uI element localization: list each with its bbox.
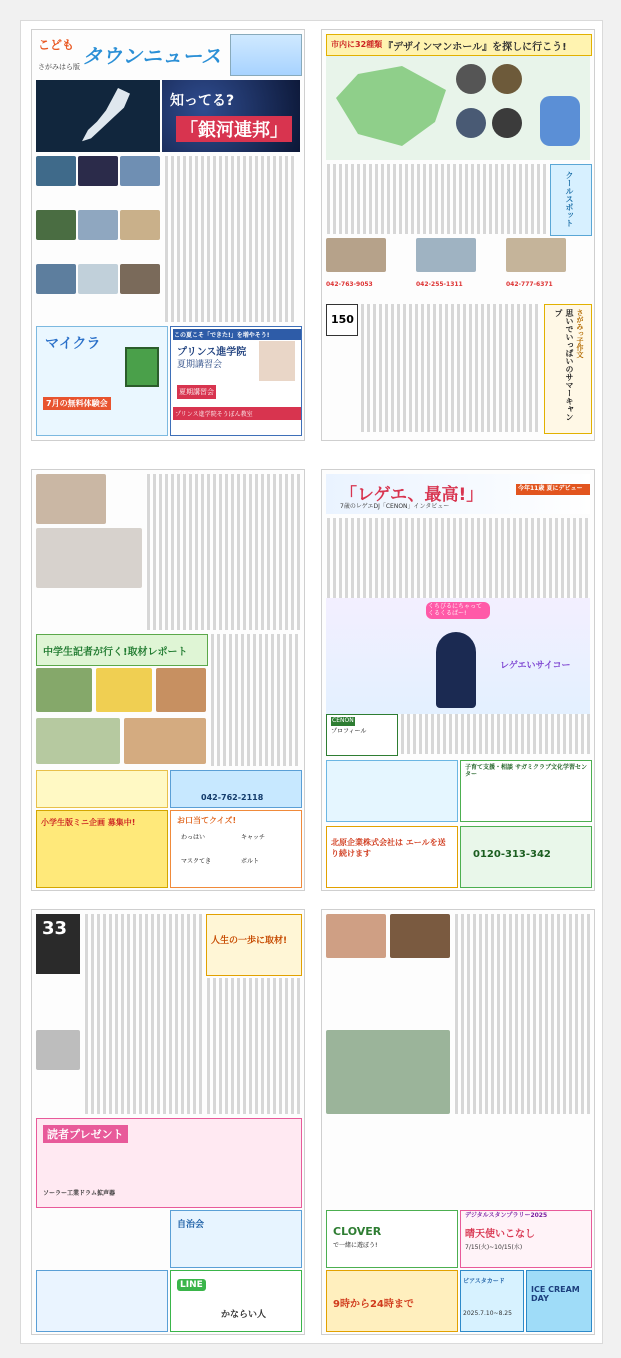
page-3 [31,469,305,891]
ad-box-left[interactable] [326,760,458,822]
mycraft-character [125,347,159,387]
mycraft-footer: 7月の無料体験会 [43,397,111,410]
mycraft-ad[interactable] [36,326,168,436]
report-header [36,634,208,666]
present-title: 読者プレゼント [43,1125,128,1143]
manhole-header [326,34,592,56]
feature-question: 知ってる? [170,93,235,109]
juku-name: プリンス進学院 [177,347,247,358]
feature-header [162,80,300,152]
photo-6 [120,210,160,240]
speech-bubble: くちびるにちゃって くるくるぱー! [426,602,490,619]
report-photo-1 [36,668,92,712]
phone-1: 042-763-9053 [326,281,373,288]
store-photo [36,528,142,588]
quiz-title: お口当てクイズ! [177,816,237,825]
report-photo-3 [156,668,206,712]
solar-item: ソーラー工業ドラム拡声器 [43,1190,115,1197]
report-photos [36,668,206,766]
column-id-badge [326,304,358,336]
card-title: ビアスタカード [463,1278,505,1285]
facility-photo-1 [326,238,386,272]
report-photo-2 [96,668,152,712]
sagamihara-map-shape [336,66,446,146]
group-photo [326,1030,450,1114]
article-text-columns [164,156,296,322]
line-ad[interactable] [170,1270,302,1332]
photo-1 [36,156,76,186]
facility-photo-3 [506,238,566,272]
juku-promo: この夏こそ「できた!」を増やそう! [173,329,301,340]
reggae-article-text [326,518,590,598]
ad-bottom-left[interactable] [36,1270,168,1332]
manhole-header-title: 『デザインマンホール』を探しに行こう! [383,42,567,53]
workshop-photo-2 [390,914,450,958]
column-header [544,304,592,434]
ad-strip-2[interactable] [170,770,302,808]
workshop-photo-1 [326,914,386,958]
quiz-answer-2: キャッチ [241,834,266,841]
facility-strip [326,238,590,300]
report-photo-5 [124,718,206,764]
portrait-photo [36,1030,80,1070]
photo-8 [78,264,118,294]
column-text [360,304,540,432]
manhole-photo-4 [492,108,522,138]
newspaper-frame [20,20,603,1344]
stamp-dates: 7/15(火)~10/15(水) [465,1244,523,1251]
page-6 [321,909,595,1335]
article-right-text [206,978,300,1114]
photo-7 [36,264,76,294]
interview-title: 人生の一歩に取材! [211,936,288,946]
manhole-photo-2 [492,64,522,94]
masthead-title: タウンニュース [82,44,221,68]
juku-course: 夏期講習会 [177,360,223,370]
feature-title: 「銀河連邦」 [176,116,292,142]
manhole-photo-3 [456,108,486,138]
interview-photo [36,474,106,524]
phone-2: 042-255-1311 [416,281,463,288]
japan-map-icon [76,88,136,144]
profile-text [400,714,590,754]
japan-map-panel [36,80,160,152]
photo-2 [78,156,118,186]
stamp-subtitle: 晴天使いこなし [465,1229,535,1240]
masthead-ad[interactable] [230,34,302,76]
facility-photo-2 [416,238,476,272]
article-2-text [210,634,300,766]
page-4 [321,469,595,891]
quiz-answer-3: マスクてき [181,858,212,865]
clover-ad[interactable] [326,1210,458,1268]
column-id: 150 [331,313,354,326]
manhole-photo-1 [456,64,486,94]
jiichikai-ad[interactable] [170,1210,302,1268]
mycraft-title: マイクラ [45,336,101,352]
interview-header [206,914,302,976]
phone-ad[interactable] [460,826,592,888]
page-1 [31,29,305,441]
report-title: 中学生記者が行く!取材レポート [43,647,188,658]
card-dates: 2025.7.10~8.25 [463,1310,512,1317]
line-label: LINE [177,1279,206,1291]
kosodate-ad[interactable] [460,760,592,822]
ice-cream-label: ICE CREAM DAY [531,1285,580,1303]
cool-spot-label: クールスポット [565,171,574,227]
ad-strip-1[interactable] [36,770,168,808]
reggae-title: 「レゲエ、最高!」 [340,485,484,505]
profile-box [326,714,398,756]
clover-sub: で一緒に遊ぼう! [333,1242,378,1249]
performer-figure [436,632,476,708]
quiz-answer-1: わっはい [181,834,205,841]
reggae-header [326,474,590,514]
quiz-answer-4: ボルト [241,858,260,865]
article-left-text [84,914,202,1114]
page6-article-text [454,914,590,1114]
profile-name: CENON [332,717,354,724]
bottom-banner[interactable] [36,810,168,888]
manhole-map [326,56,590,160]
kitabara-text: 北原企業株式会社は エールを送り続けます [331,838,446,858]
photo-3 [120,156,160,186]
photo-9 [120,264,160,294]
article-1-text [146,474,300,630]
kitabara-ad[interactable] [326,826,458,888]
page-number: 33 [42,918,68,939]
phone-3: 042-777-6371 [506,281,553,288]
illustration-caption: レゲエいサイコー [500,661,571,671]
clover-name: CLOVER [333,1225,382,1238]
column-title: 思いでいっぱいのサマーキャンプ [554,309,574,421]
ad-phone: 042-762-2118 [201,793,264,802]
profile-title: プロフィール [331,728,367,735]
report-photo-4 [36,718,120,764]
manhole-article-text [326,164,546,234]
photo-5 [78,210,118,240]
galaxy-photo-grid [36,156,160,322]
photo-4 [36,210,76,240]
manhole-header-pre: 市内に32種類 [331,40,383,49]
ice-cream-ad[interactable] [526,1270,592,1332]
card-ad[interactable] [460,1270,524,1332]
stamp-rally-ad[interactable] [460,1210,592,1268]
mascot-character [540,96,580,146]
kosodate-title: 子育て支援・相談 サガミクラブ文化学習センター [465,764,587,778]
juku-ad[interactable] [170,326,302,436]
hours-ad[interactable] [326,1270,458,1332]
reggae-performer-illustration [326,598,590,714]
page-number-box [36,914,80,974]
debut-badge: 今年11歳 夏にデビュー [516,484,590,495]
jiichikai-label: 自治会 [177,1220,205,1230]
kanarai-label: かならい人 [221,1310,267,1320]
column-head: さがみっ子作文 [576,309,584,358]
bottom-banner-title: 小学生版ミニ企画 募集中! [41,818,136,827]
open-hours: 9時から24時まで [333,1299,414,1310]
masthead [36,34,226,74]
edition-label: さがみはら版 [38,63,80,71]
stamp-title: デジタルスタンプラリー2025 [465,1212,548,1219]
quiz-box [170,810,302,888]
page-2 [321,29,595,441]
present-section [36,1118,302,1208]
juku-bottom: プリンス進学院そうぼん教室 [173,407,302,420]
masthead-kodomo: こども [38,38,75,52]
cool-spot-banner [550,164,592,236]
juku-student-photo [259,341,295,381]
page-5 [31,909,305,1335]
reggae-subtitle: 7歳のレゲエDJ「CENON」インタビュー [340,503,450,510]
juku-badge: 夏期講習会 [177,385,216,399]
phone-number: 0120-313-342 [473,849,551,860]
